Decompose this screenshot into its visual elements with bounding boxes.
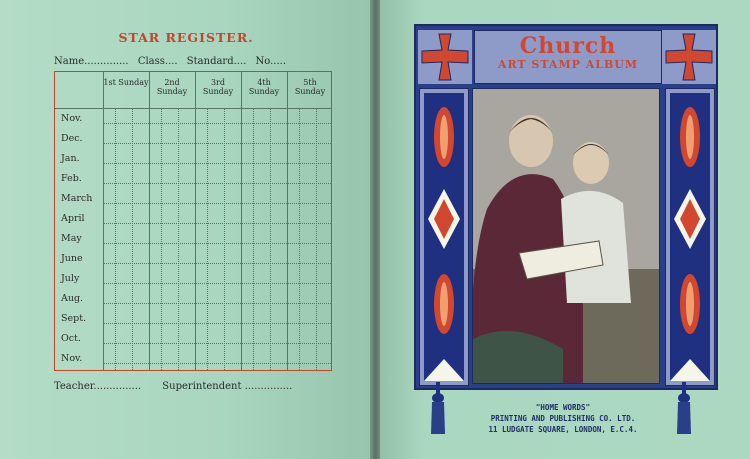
dotted-row-guide (103, 223, 331, 224)
number-field: No..... (255, 56, 287, 67)
row-label: Oct. (61, 333, 81, 344)
ornamental-banner (665, 88, 715, 386)
publisher-line: PRINTING AND PUBLISHING CO. LTD. (490, 414, 636, 423)
dotted-row-guide (103, 343, 331, 344)
dotted-column-guide (132, 108, 133, 370)
row-label: Aug. (61, 293, 84, 304)
column-divider (149, 72, 150, 370)
register-title: STAR REGISTER. (118, 30, 254, 45)
dotted-row-guide (103, 183, 331, 184)
dotted-row-guide (103, 303, 331, 304)
column-header: 2nd Sunday (156, 78, 188, 96)
ornamental-banner (419, 88, 469, 386)
class-field: Class.... (137, 56, 178, 67)
row-label: July (61, 273, 80, 284)
publisher-line: "HOME WORDS" (535, 403, 591, 412)
row-label: Jan. (61, 153, 80, 164)
row-label: Nov. (61, 113, 83, 124)
column-divider (287, 72, 288, 370)
column-header: 4th Sunday (248, 78, 280, 96)
row-label: Feb. (61, 173, 82, 184)
dotted-column-guide (161, 108, 162, 370)
register-fields (54, 56, 292, 67)
row-label: April (61, 213, 85, 224)
album-cover (414, 24, 718, 390)
attendance-table (54, 71, 332, 371)
column-divider (195, 72, 196, 370)
publisher-line: 11 LUDGATE SQUARE, LONDON, E.C.4. (488, 425, 638, 434)
cover-title-panel (474, 30, 662, 84)
column-header: 1st Sunday (103, 78, 149, 87)
dotted-column-guide (253, 108, 254, 370)
cross-icon (662, 30, 716, 84)
row-label: June (61, 253, 83, 264)
superintendent-field: Superintendent ............... (162, 381, 293, 392)
row-label: Dec. (61, 133, 83, 144)
header-divider (55, 108, 331, 109)
row-label: March (61, 193, 93, 204)
row-label: May (61, 233, 82, 244)
column-divider (241, 72, 242, 370)
cover-subtitle: ART STAMP ALBUM (497, 58, 639, 71)
row-label: Nov. (61, 353, 83, 364)
column-header: 3rd Sunday (202, 78, 234, 96)
publisher-imprint (440, 402, 686, 435)
name-field: Name.............. (54, 56, 129, 67)
column-header: 5th Sunday (294, 78, 326, 96)
dotted-row-guide (103, 163, 331, 164)
left-page (0, 0, 372, 459)
cover-title: Church (519, 33, 617, 59)
dotted-column-guide (270, 108, 271, 370)
dotted-row-guide (103, 203, 331, 204)
label-divider (103, 72, 104, 370)
row-label: Sept. (61, 313, 87, 324)
cover-illustration (472, 88, 660, 384)
dotted-column-guide (178, 108, 179, 370)
dotted-column-guide (299, 108, 300, 370)
signoff-line (54, 381, 310, 392)
dotted-row-guide (103, 363, 331, 364)
dotted-row-guide (103, 263, 331, 264)
dotted-row-guide (103, 123, 331, 124)
teacher-field: Teacher............... (54, 381, 142, 392)
dotted-column-guide (224, 108, 225, 370)
dotted-column-guide (115, 108, 116, 370)
cross-icon (418, 30, 472, 84)
dotted-row-guide (103, 143, 331, 144)
standard-field: Standard.... (186, 56, 247, 67)
dotted-column-guide (207, 108, 208, 370)
dotted-column-guide (316, 108, 317, 370)
dotted-row-guide (103, 283, 331, 284)
dotted-row-guide (103, 243, 331, 244)
dotted-row-guide (103, 323, 331, 324)
